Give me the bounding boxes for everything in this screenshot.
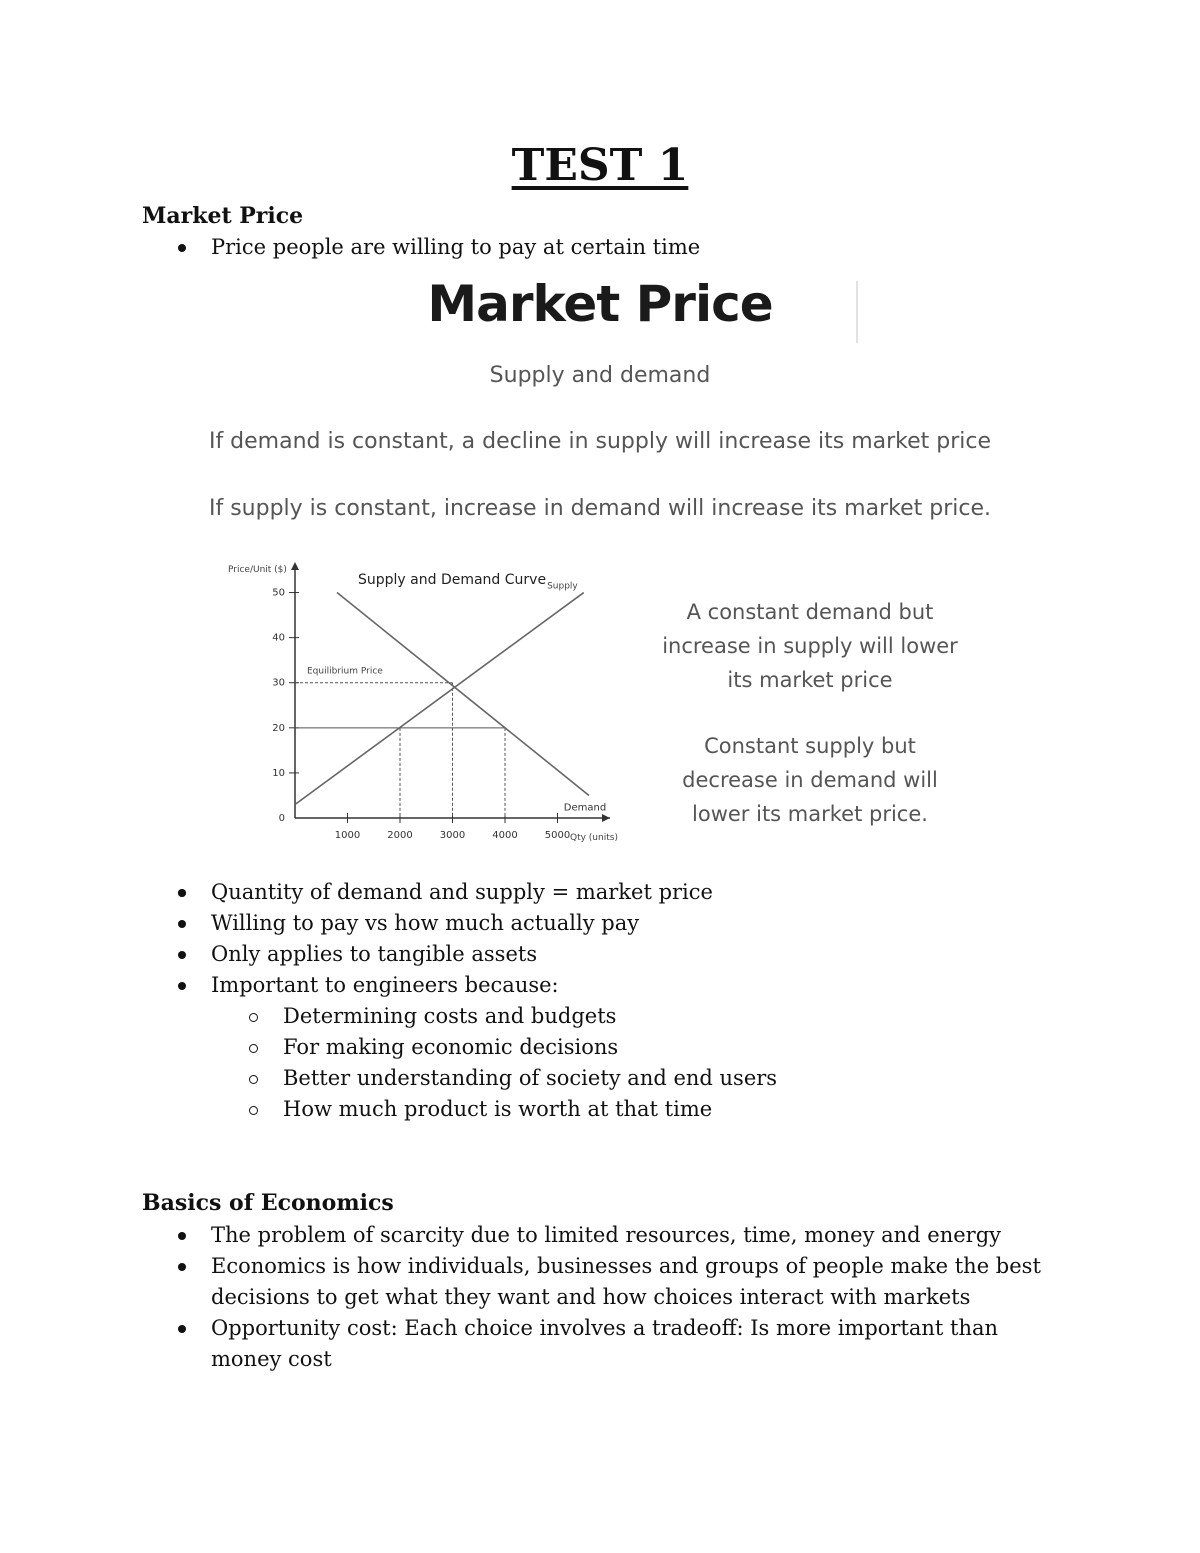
- slide-divider: [856, 281, 858, 343]
- basics-list: [0, 1220, 1200, 1375]
- series-line-demand: [337, 593, 589, 796]
- list-item: Important to engineers because:: [0, 970, 1200, 1001]
- slide-note-2: Constant supply but decrease in demand will lower its market price.: [682, 734, 938, 826]
- sub-list-item: For making economic decisions: [0, 1032, 1200, 1063]
- x-axis-label: Qty (units): [570, 833, 618, 843]
- x-tick-label: 3000: [439, 830, 466, 841]
- market-price-slide-image: [180, 275, 1020, 880]
- slide-line-2: If supply is constant, increase in demand will increase its market price.: [208, 496, 991, 521]
- list-item: Economics is how individuals, businesses and groups of people make the best decisions to get what they want and how choices interact with markets: [0, 1251, 1200, 1313]
- x-tick-label: 2000: [387, 830, 413, 841]
- y-tick-label: 30: [272, 677, 285, 689]
- series-line-supply: [295, 593, 584, 805]
- y-tick-label: 40: [272, 632, 285, 644]
- x-axis-arrow: [602, 814, 610, 822]
- list-item: Quantity of demand and supply = market price: [0, 877, 1200, 908]
- slide-note-1: A constant demand but increase in supply will lower its market price: [662, 600, 958, 692]
- series-label-demand: Demand: [563, 802, 607, 814]
- list-item: Price people are willing to pay at certain time: [0, 232, 1200, 263]
- y-tick-label: 50: [272, 587, 285, 599]
- y-tick-label: 10: [272, 767, 285, 779]
- supply-demand-chart: [220, 560, 630, 880]
- list-item: Only applies to tangible assets: [0, 939, 1200, 970]
- market-price-detail-list: [0, 877, 1200, 1125]
- sub-list-item: Better understanding of society and end users: [0, 1063, 1200, 1094]
- x-tick-label: 5000: [544, 830, 571, 841]
- slide-line-1: If demand is constant, a decline in supply will increase its market price: [208, 429, 992, 454]
- section-heading-basics-of-economics: Basics of Economics: [142, 1190, 394, 1216]
- page-title: TEST 1: [511, 140, 689, 191]
- y-axis-arrow: [291, 562, 299, 570]
- y-axis-label: Price/Unit ($): [228, 565, 287, 575]
- chart-title: Supply and Demand Curve: [358, 572, 547, 588]
- x-tick-label: 4000: [492, 830, 518, 841]
- annotation-label: Equilibrium Price: [307, 666, 383, 677]
- section-heading-market-price: Market Price: [142, 203, 304, 229]
- slide-title: Market Price: [427, 275, 773, 333]
- series-label-supply: Supply: [547, 581, 578, 592]
- list-item: Opportunity cost: Each choice involves a tradeoff: Is more important than money cost: [0, 1313, 1200, 1375]
- slide-subtitle: Supply and demand: [489, 363, 711, 388]
- list-item: Willing to pay vs how much actually pay: [0, 908, 1200, 939]
- sub-list-item: Determining costs and budgets: [0, 1001, 1200, 1032]
- x-tick-label: 1000: [334, 830, 361, 841]
- list-item: The problem of scarcity due to limited resources, time, money and energy: [0, 1220, 1200, 1251]
- y-tick-label: 20: [272, 722, 285, 734]
- market-price-intro-list: [0, 232, 1200, 263]
- sub-list-item: How much product is worth at that time: [0, 1094, 1200, 1125]
- origin-label: 0: [278, 813, 285, 824]
